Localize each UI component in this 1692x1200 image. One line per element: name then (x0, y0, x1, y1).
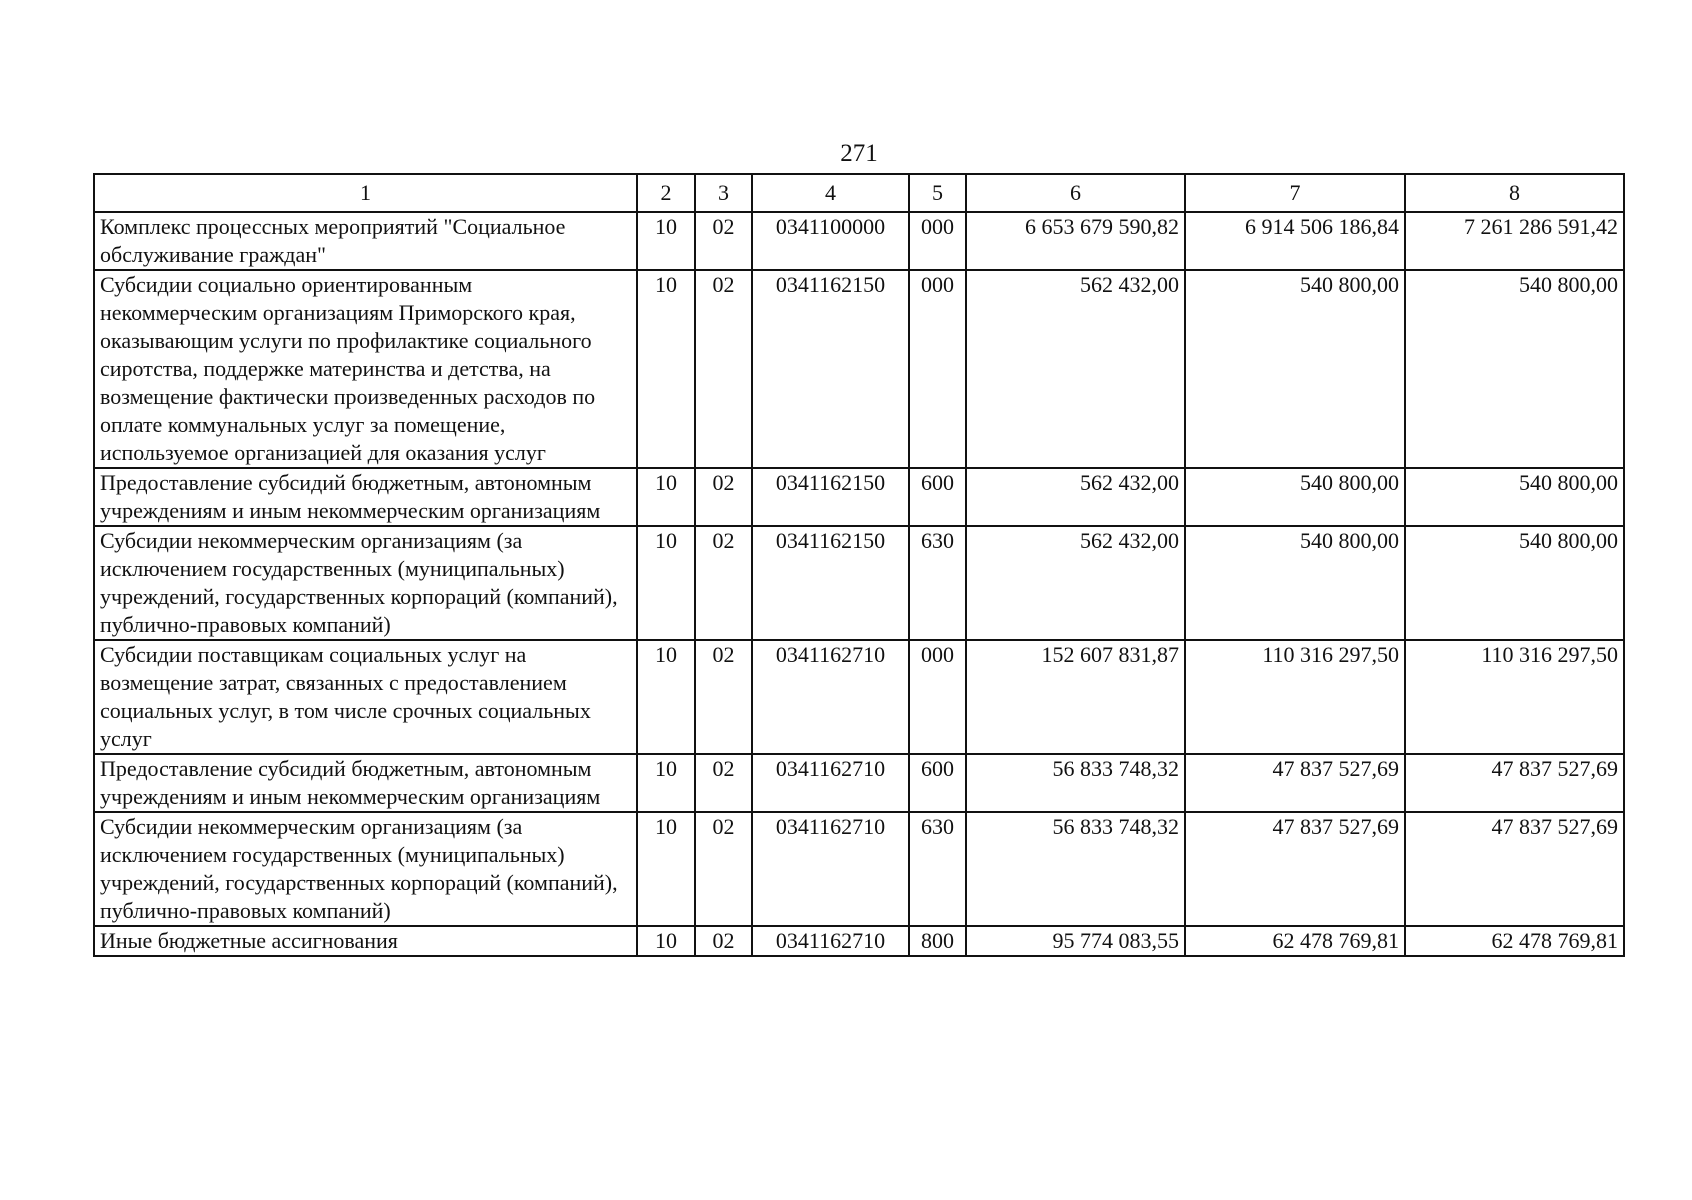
target-item-code: 0341162710 (752, 754, 909, 812)
amount-col-6: 56 833 748,32 (966, 754, 1185, 812)
row-name: Комплекс процессных мероприятий "Социальное обслуживание граждан" (94, 212, 637, 270)
row-name: Иные бюджетные ассигнования (94, 926, 637, 956)
column-header-2: 2 (637, 174, 695, 212)
amount-col-6: 562 432,00 (966, 526, 1185, 640)
page-number: 271 (840, 140, 878, 167)
table-row (94, 640, 1624, 754)
target-item-code: 0341162150 (752, 270, 909, 468)
expense-type-code: 000 (909, 640, 966, 754)
budget-table (93, 173, 1625, 957)
expense-type-code: 800 (909, 926, 966, 956)
row-name: Субсидии социально ориентированным некоммерческим организациям Приморского края, оказывающим услуги по профилактике социального сиротства, поддержке материнства и детства, на возмещение фактически произведенных расходов по оплате коммунальных услуг за помещение, используемое организацией для оказания услуг (94, 270, 637, 468)
expense-type-code: 630 (909, 812, 966, 926)
section-code: 10 (637, 468, 695, 526)
amount-col-6: 56 833 748,32 (966, 812, 1185, 926)
amount-col-6: 6 653 679 590,82 (966, 212, 1185, 270)
target-item-code: 0341162710 (752, 812, 909, 926)
column-header-4: 4 (752, 174, 909, 212)
table-row (94, 468, 1624, 526)
subsection-code: 02 (695, 812, 752, 926)
amount-col-7: 540 800,00 (1185, 468, 1405, 526)
table-row (94, 926, 1624, 956)
column-header-6: 6 (966, 174, 1185, 212)
column-header-1: 1 (94, 174, 637, 212)
subsection-code: 02 (695, 468, 752, 526)
table-row (94, 812, 1624, 926)
section-code: 10 (637, 526, 695, 640)
amount-col-8: 540 800,00 (1405, 270, 1624, 468)
amount-col-6: 152 607 831,87 (966, 640, 1185, 754)
section-code: 10 (637, 270, 695, 468)
amount-col-7: 540 800,00 (1185, 270, 1405, 468)
column-header-8: 8 (1405, 174, 1624, 212)
target-item-code: 0341162150 (752, 526, 909, 640)
amount-col-7: 540 800,00 (1185, 526, 1405, 640)
amount-col-8: 47 837 527,69 (1405, 812, 1624, 926)
amount-col-7: 47 837 527,69 (1185, 754, 1405, 812)
amount-col-8: 47 837 527,69 (1405, 754, 1624, 812)
row-name: Предоставление субсидий бюджетным, автономным учреждениям и иным некоммерческим организациям (94, 468, 637, 526)
amount-col-7: 62 478 769,81 (1185, 926, 1405, 956)
table-row (94, 212, 1624, 270)
row-name: Субсидии поставщикам социальных услуг на возмещение затрат, связанных с предоставлением социальных услуг, в том числе срочных социальных услуг (94, 640, 637, 754)
table-row (94, 754, 1624, 812)
expense-type-code: 000 (909, 270, 966, 468)
amount-col-8: 110 316 297,50 (1405, 640, 1624, 754)
subsection-code: 02 (695, 526, 752, 640)
row-name: Субсидии некоммерческим организациям (за исключением государственных (муниципальных) учреждений, государственных корпораций (компаний), публично-правовых компаний) (94, 526, 637, 640)
table-row (94, 526, 1624, 640)
subsection-code: 02 (695, 926, 752, 956)
subsection-code: 02 (695, 212, 752, 270)
amount-col-6: 562 432,00 (966, 270, 1185, 468)
amount-col-8: 540 800,00 (1405, 468, 1624, 526)
expense-type-code: 000 (909, 212, 966, 270)
expense-type-code: 600 (909, 754, 966, 812)
amount-col-6: 562 432,00 (966, 468, 1185, 526)
column-header-3: 3 (695, 174, 752, 212)
column-header-5: 5 (909, 174, 966, 212)
subsection-code: 02 (695, 270, 752, 468)
amount-col-6: 95 774 083,55 (966, 926, 1185, 956)
subsection-code: 02 (695, 754, 752, 812)
amount-col-8: 7 261 286 591,42 (1405, 212, 1624, 270)
amount-col-7: 6 914 506 186,84 (1185, 212, 1405, 270)
section-code: 10 (637, 212, 695, 270)
expense-type-code: 600 (909, 468, 966, 526)
subsection-code: 02 (695, 640, 752, 754)
table-row (94, 270, 1624, 468)
target-item-code: 0341162710 (752, 640, 909, 754)
amount-col-8: 62 478 769,81 (1405, 926, 1624, 956)
amount-col-7: 110 316 297,50 (1185, 640, 1405, 754)
section-code: 10 (637, 812, 695, 926)
target-item-code: 0341100000 (752, 212, 909, 270)
row-name: Предоставление субсидий бюджетным, автономным учреждениям и иным некоммерческим организациям (94, 754, 637, 812)
column-header-7: 7 (1185, 174, 1405, 212)
section-code: 10 (637, 640, 695, 754)
target-item-code: 0341162150 (752, 468, 909, 526)
section-code: 10 (637, 754, 695, 812)
row-name: Субсидии некоммерческим организациям (за исключением государственных (муниципальных) учреждений, государственных корпораций (компаний), публично-правовых компаний) (94, 812, 637, 926)
section-code: 10 (637, 926, 695, 956)
target-item-code: 0341162710 (752, 926, 909, 956)
expense-type-code: 630 (909, 526, 966, 640)
table-header-row (94, 174, 1624, 212)
amount-col-7: 47 837 527,69 (1185, 812, 1405, 926)
amount-col-8: 540 800,00 (1405, 526, 1624, 640)
